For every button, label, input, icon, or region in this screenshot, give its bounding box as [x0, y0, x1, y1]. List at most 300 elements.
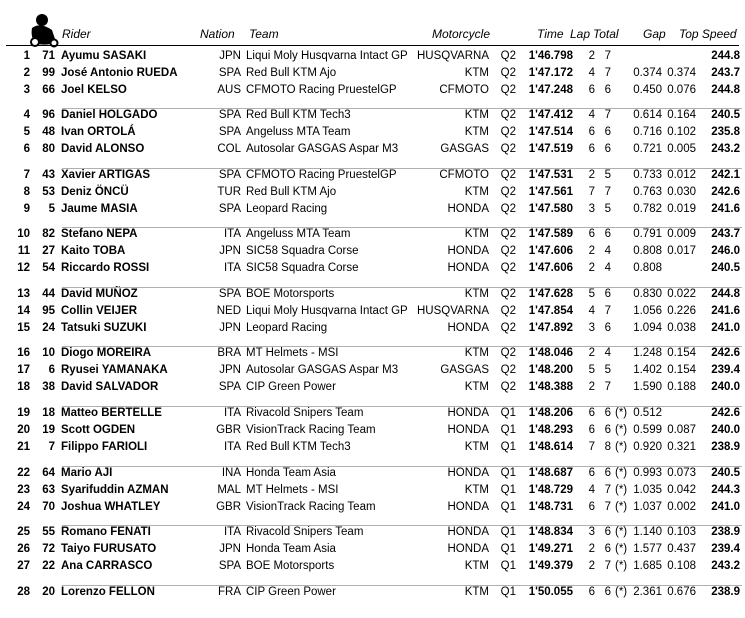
- gap-to-previous: 0.005: [667, 143, 696, 155]
- gap-to-previous: 0.002: [667, 501, 696, 513]
- session: Q1: [500, 484, 516, 496]
- motorcycle: HONDA: [447, 322, 489, 334]
- rider-number: 70: [42, 501, 55, 513]
- rider-number: 66: [42, 84, 55, 96]
- session: Q2: [500, 288, 516, 300]
- position: 11: [17, 245, 30, 257]
- top-speed: 239.4: [711, 364, 740, 376]
- motorcycle: HUSQVARNA: [417, 305, 489, 317]
- top-speed: 242.6: [711, 186, 740, 198]
- gap-to-previous: 0.076: [667, 84, 696, 96]
- note-mark: (*): [615, 526, 628, 538]
- session: Q1: [500, 441, 516, 453]
- session: Q2: [500, 169, 516, 181]
- total-laps: 4: [604, 245, 611, 257]
- lap-time: 1'49.379: [528, 560, 573, 572]
- nation-code: JPN: [219, 543, 241, 555]
- motorcycle: KTM: [464, 347, 489, 359]
- gap-to-first: 1.037: [633, 501, 662, 513]
- rider-number: 38: [42, 381, 55, 393]
- note-mark: (*): [615, 543, 628, 555]
- team-name: MT Helmets - MSI: [246, 484, 339, 496]
- session: Q1: [500, 543, 516, 555]
- team-name: Liqui Moly Husqvarna Intact GP: [246, 305, 408, 317]
- total-laps: 7: [604, 484, 611, 496]
- nation-code: SPA: [218, 381, 241, 393]
- team-name: Red Bull KTM Tech3: [246, 441, 351, 453]
- total-laps: 7: [604, 305, 611, 317]
- total-laps: 6: [604, 228, 611, 240]
- best-lap: 2: [588, 169, 595, 181]
- motorcycle: KTM: [464, 67, 489, 79]
- lap-time: 1'47.892: [528, 322, 573, 334]
- position: 7: [23, 169, 30, 181]
- gap-to-first: 1.094: [633, 322, 662, 334]
- table-row: [0, 541, 745, 557]
- rider-number: 20: [42, 586, 55, 598]
- best-lap: 6: [588, 586, 595, 598]
- gap-to-first: 0.920: [633, 441, 662, 453]
- lap-time: 1'48.200: [528, 364, 573, 376]
- lap-time: 1'47.172: [528, 67, 573, 79]
- position: 22: [17, 467, 30, 479]
- best-lap: 7: [588, 441, 595, 453]
- session: Q1: [500, 586, 516, 598]
- total-laps: 6: [604, 543, 611, 555]
- nation-code: COL: [217, 143, 241, 155]
- top-speed: 244.8: [711, 84, 740, 96]
- gap-to-first: 1.590: [633, 381, 662, 393]
- total-laps: 6: [604, 143, 611, 155]
- table-row: [0, 65, 745, 81]
- lap-time: 1'46.798: [528, 50, 573, 62]
- gap-to-previous: 0.087: [667, 424, 696, 436]
- position: 25: [17, 526, 30, 538]
- motorcycle: KTM: [464, 186, 489, 198]
- team-name: Liqui Moly Husqvarna Intact GP: [246, 50, 408, 62]
- nation-code: ITA: [223, 228, 241, 240]
- lap-time: 1'48.729: [528, 484, 573, 496]
- rider-name: Riccardo ROSSI: [61, 262, 150, 274]
- motorcycle: KTM: [464, 126, 489, 138]
- table-row: [0, 405, 745, 421]
- gap-to-previous: 0.103: [667, 526, 696, 538]
- rider-name: Mario AJI: [61, 467, 113, 479]
- rider-name: Kaito TOBA: [61, 245, 126, 257]
- gap-to-previous: 0.154: [667, 364, 696, 376]
- table-row: [0, 482, 745, 498]
- nation-code: INA: [221, 467, 241, 479]
- best-lap: 2: [588, 381, 595, 393]
- top-speed: 235.8: [711, 126, 740, 138]
- lap-time: 1'47.412: [528, 109, 573, 121]
- total-laps: 6: [604, 424, 611, 436]
- table-row: [0, 379, 745, 395]
- best-lap: 2: [588, 262, 595, 274]
- gap-to-previous: 0.019: [667, 203, 696, 215]
- total-laps: 7: [604, 109, 611, 121]
- motorcycle: KTM: [464, 586, 489, 598]
- rider-name: Jaume MASIA: [61, 203, 138, 215]
- team-name: BOE Motorsports: [246, 560, 335, 572]
- lap-time: 1'47.248: [528, 84, 573, 96]
- rider-name: Ryusei YAMANAKA: [61, 364, 168, 376]
- rider-name: José Antonio RUEDA: [61, 67, 178, 79]
- total-laps: 7: [604, 186, 611, 198]
- motorcycle: KTM: [464, 288, 489, 300]
- gap-to-first: 1.577: [633, 543, 662, 555]
- group-separator: [62, 287, 742, 288]
- session: Q1: [500, 526, 516, 538]
- session: Q2: [500, 228, 516, 240]
- group-separator: [62, 406, 742, 407]
- session: Q1: [500, 501, 516, 513]
- table-row: [0, 286, 745, 302]
- nation-code: SPA: [218, 288, 241, 300]
- best-lap: 3: [588, 203, 595, 215]
- gap-to-first: 1.402: [633, 364, 662, 376]
- gap-to-previous: 0.022: [667, 288, 696, 300]
- total-laps: 6: [604, 586, 611, 598]
- best-lap: 7: [588, 186, 595, 198]
- lap-time: 1'47.854: [528, 305, 573, 317]
- nation-code: JPN: [219, 364, 241, 376]
- position: 12: [17, 262, 30, 274]
- nation-code: FRA: [218, 586, 241, 598]
- table-row: [0, 260, 745, 276]
- session: Q2: [500, 186, 516, 198]
- lap-time: 1'48.731: [528, 501, 573, 513]
- gap-to-previous: 0.073: [667, 467, 696, 479]
- lap-time: 1'47.561: [528, 186, 573, 198]
- best-lap: 4: [588, 67, 595, 79]
- table-row: [0, 499, 745, 515]
- motorcycle: KTM: [464, 484, 489, 496]
- session: Q2: [500, 203, 516, 215]
- note-mark: (*): [615, 424, 628, 436]
- best-lap: 4: [588, 109, 595, 121]
- motorcycle: HONDA: [447, 203, 489, 215]
- header-rider: Rider: [62, 27, 91, 41]
- session: Q2: [500, 262, 516, 274]
- nation-code: SPA: [218, 126, 241, 138]
- session: Q2: [500, 67, 516, 79]
- team-name: VisionTrack Racing Team: [246, 501, 376, 513]
- rider-name: Collin VEIJER: [61, 305, 138, 317]
- best-lap: 5: [588, 288, 595, 300]
- team-name: CFMOTO Racing PruestelGP: [246, 84, 397, 96]
- nation-code: ITA: [223, 262, 241, 274]
- position: 24: [17, 501, 30, 513]
- position: 21: [17, 441, 30, 453]
- session: Q2: [500, 364, 516, 376]
- nation-code: ITA: [223, 441, 241, 453]
- best-lap: 6: [588, 467, 595, 479]
- gap-to-first: 1.685: [633, 560, 662, 572]
- position: 26: [17, 543, 30, 555]
- lap-time: 1'47.531: [528, 169, 573, 181]
- rider-number: 24: [42, 322, 55, 334]
- team-name: Angeluss MTA Team: [246, 228, 351, 240]
- rider-name: Diogo MOREIRA: [61, 347, 152, 359]
- session: Q1: [500, 560, 516, 572]
- best-lap: 2: [588, 543, 595, 555]
- total-laps: 7: [604, 560, 611, 572]
- table-row: [0, 243, 745, 259]
- table-row: [0, 124, 745, 140]
- motorcycle: GASGAS: [440, 364, 489, 376]
- table-row: [0, 141, 745, 157]
- rider-name: Syarifuddin AZMAN: [61, 484, 169, 496]
- rider-number: 99: [42, 67, 55, 79]
- team-name: Autosolar GASGAS Aspar M3: [246, 364, 399, 376]
- best-lap: 2: [588, 245, 595, 257]
- rider-number: 72: [42, 543, 55, 555]
- top-speed: 239.4: [711, 543, 740, 555]
- top-speed: 242.1: [711, 169, 740, 181]
- gap-to-previous: 0.154: [667, 347, 696, 359]
- position: 4: [23, 109, 30, 121]
- rider-number: 80: [42, 143, 55, 155]
- nation-code: SPA: [218, 203, 241, 215]
- position: 18: [17, 381, 30, 393]
- total-laps: 5: [604, 203, 611, 215]
- header-nation: Nation: [200, 27, 235, 41]
- lap-time: 1'47.606: [528, 262, 573, 274]
- rider-number: 96: [42, 109, 55, 121]
- team-name: VisionTrack Racing Team: [246, 424, 376, 436]
- top-speed: 243.7: [711, 228, 740, 240]
- rider-number: 44: [42, 288, 55, 300]
- rider-number: 95: [42, 305, 55, 317]
- rider-name: Tatsuki SUZUKI: [61, 322, 147, 334]
- nation-code: TUR: [217, 186, 241, 198]
- session: Q1: [500, 467, 516, 479]
- table-row: [0, 439, 745, 455]
- top-speed: 244.8: [711, 288, 740, 300]
- gap-to-previous: 0.009: [667, 228, 696, 240]
- gap-to-first: 1.140: [633, 526, 662, 538]
- rider-number: 55: [42, 526, 55, 538]
- team-name: Autosolar GASGAS Aspar M3: [246, 143, 399, 155]
- rider-name: Ayumu SASAKI: [61, 50, 147, 62]
- rider-number: 10: [42, 347, 55, 359]
- top-speed: 240.5: [711, 109, 740, 121]
- motorcycle: HONDA: [447, 543, 489, 555]
- team-name: Honda Team Asia: [246, 467, 336, 479]
- gap-to-first: 0.614: [633, 109, 662, 121]
- table-row: [0, 82, 745, 98]
- gap-to-previous: 0.188: [667, 381, 696, 393]
- rider-name: David ALONSO: [61, 143, 145, 155]
- table-row: [0, 524, 745, 540]
- motorcycle: KTM: [464, 109, 489, 121]
- group-separator: [62, 346, 742, 347]
- header-motorcycle: Motorcycle: [432, 27, 491, 41]
- table-row: [0, 320, 745, 336]
- rider-number: 53: [42, 186, 55, 198]
- gap-to-first: 0.716: [633, 126, 662, 138]
- header-total: Total: [593, 27, 619, 41]
- position: 13: [17, 288, 30, 300]
- best-lap: 2: [588, 50, 595, 62]
- gap-to-previous: 0.038: [667, 322, 696, 334]
- table-row: [0, 558, 745, 574]
- rider-number: 6: [48, 364, 55, 376]
- table-row: [0, 465, 745, 481]
- table-row: [0, 48, 745, 64]
- lap-time: 1'48.834: [528, 526, 573, 538]
- top-speed: 242.6: [711, 407, 740, 419]
- position: 2: [23, 67, 30, 79]
- team-name: MT Helmets - MSI: [246, 347, 339, 359]
- session: Q1: [500, 424, 516, 436]
- team-name: Rivacold Snipers Team: [246, 407, 364, 419]
- table-row: [0, 345, 745, 361]
- team-name: Angeluss MTA Team: [246, 126, 351, 138]
- rider-number: 5: [48, 203, 55, 215]
- gap-to-previous: 0.321: [667, 441, 696, 453]
- table-row: [0, 303, 745, 319]
- position: 23: [17, 484, 30, 496]
- gap-to-first: 1.248: [633, 347, 662, 359]
- gap-to-previous: 0.164: [667, 109, 696, 121]
- gap-to-previous: 0.437: [667, 543, 696, 555]
- motorcycle: HONDA: [447, 407, 489, 419]
- rider-name: Ana CARRASCO: [61, 560, 153, 572]
- table-row: [0, 107, 745, 123]
- motorcycle: KTM: [464, 441, 489, 453]
- total-laps: 5: [604, 169, 611, 181]
- team-name: BOE Motorsports: [246, 288, 335, 300]
- group-separator: [62, 227, 742, 228]
- gap-to-previous: 0.102: [667, 126, 696, 138]
- best-lap: 4: [588, 484, 595, 496]
- position: 17: [17, 364, 30, 376]
- gap-to-first: 0.599: [633, 424, 662, 436]
- lap-time: 1'48.687: [528, 467, 573, 479]
- team-name: CIP Green Power: [246, 381, 336, 393]
- best-lap: 6: [588, 143, 595, 155]
- gap-to-previous: 0.226: [667, 305, 696, 317]
- best-lap: 2: [588, 560, 595, 572]
- top-speed: 244.8: [711, 50, 740, 62]
- rider-number: 82: [42, 228, 55, 240]
- top-speed: 241.6: [711, 203, 740, 215]
- gap-to-previous: 0.042: [667, 484, 696, 496]
- team-name: SIC58 Squadra Corse: [246, 245, 359, 257]
- session: Q2: [500, 50, 516, 62]
- motorcycle: KTM: [464, 560, 489, 572]
- position: 16: [17, 347, 30, 359]
- motorcycle: GASGAS: [440, 143, 489, 155]
- best-lap: 2: [588, 347, 595, 359]
- table-row: [0, 362, 745, 378]
- gap-to-first: 0.733: [633, 169, 662, 181]
- rider-name: Romano FENATI: [61, 526, 151, 538]
- total-laps: 7: [604, 381, 611, 393]
- top-speed: 241.0: [711, 501, 740, 513]
- rider-name: Daniel HOLGADO: [61, 109, 158, 121]
- top-speed: 243.2: [711, 560, 740, 572]
- motorcycle: HONDA: [447, 262, 489, 274]
- nation-code: BRA: [217, 347, 241, 359]
- rider-number: 22: [42, 560, 55, 572]
- lap-time: 1'47.628: [528, 288, 573, 300]
- lap-time: 1'48.293: [528, 424, 573, 436]
- group-separator: [62, 525, 742, 526]
- lap-time: 1'48.206: [528, 407, 573, 419]
- rider-name: Deniz ÖNCÜ: [61, 186, 129, 198]
- group-separator: [62, 585, 742, 586]
- nation-code: SPA: [218, 109, 241, 121]
- gap-to-first: 0.763: [633, 186, 662, 198]
- team-name: SIC58 Squadra Corse: [246, 262, 359, 274]
- position: 19: [17, 407, 30, 419]
- team-name: Leopard Racing: [246, 203, 328, 215]
- top-speed: 238.9: [711, 526, 740, 538]
- team-name: CFMOTO Racing PruestelGP: [246, 169, 397, 181]
- header-gap: Gap: [643, 27, 666, 41]
- session: Q2: [500, 322, 516, 334]
- header-team: Team: [249, 27, 279, 41]
- rider-number: 48: [42, 126, 55, 138]
- total-laps: 7: [604, 67, 611, 79]
- lap-time: 1'49.271: [528, 543, 573, 555]
- motorcycle: CFMOTO: [439, 169, 489, 181]
- session: Q2: [500, 109, 516, 121]
- lap-time: 1'47.519: [528, 143, 573, 155]
- gap-to-first: 0.721: [633, 143, 662, 155]
- gap-to-previous: 0.108: [667, 560, 696, 572]
- total-laps: 7: [604, 501, 611, 513]
- total-laps: 7: [604, 50, 611, 62]
- session: Q2: [500, 347, 516, 359]
- total-laps: 6: [604, 126, 611, 138]
- team-name: Honda Team Asia: [246, 543, 336, 555]
- position: 20: [17, 424, 30, 436]
- gap-to-first: 0.993: [633, 467, 662, 479]
- gap-to-first: 2.361: [633, 586, 662, 598]
- nation-code: SPA: [218, 560, 241, 572]
- note-mark: (*): [615, 467, 628, 479]
- rider-name: Matteo BERTELLE: [61, 407, 162, 419]
- motorcycle: HONDA: [447, 501, 489, 513]
- session: Q2: [500, 305, 516, 317]
- gap-to-first: 0.512: [633, 407, 662, 419]
- best-lap: 6: [588, 501, 595, 513]
- note-mark: (*): [615, 560, 628, 572]
- total-laps: 4: [604, 262, 611, 274]
- total-laps: 5: [604, 364, 611, 376]
- team-name: Red Bull KTM Tech3: [246, 109, 351, 121]
- best-lap: 6: [588, 126, 595, 138]
- note-mark: (*): [615, 407, 628, 419]
- rider-name: Ivan ORTOLÁ: [61, 126, 136, 138]
- group-separator: [62, 108, 742, 109]
- gap-to-first: 0.791: [633, 228, 662, 240]
- rider-number: 43: [42, 169, 55, 181]
- rider-number: 64: [42, 467, 55, 479]
- gap-to-previous: 0.374: [667, 67, 696, 79]
- rider-name: Taiyo FURUSATO: [61, 543, 157, 555]
- note-mark: (*): [615, 501, 628, 513]
- top-speed: 244.3: [711, 484, 740, 496]
- nation-code: GBR: [216, 424, 241, 436]
- total-laps: 6: [604, 322, 611, 334]
- nation-code: SPA: [218, 169, 241, 181]
- lap-time: 1'48.046: [528, 347, 573, 359]
